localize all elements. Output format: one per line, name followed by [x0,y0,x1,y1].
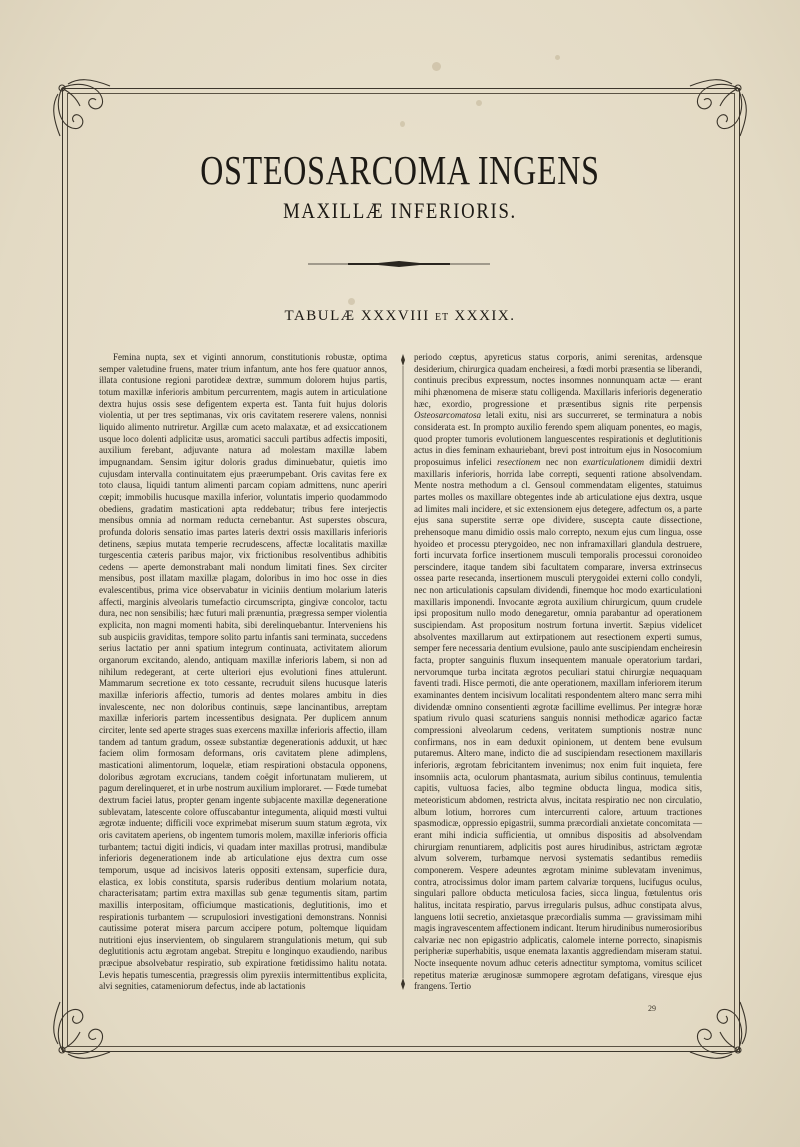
corner-ornament-icon [680,76,750,146]
page-subtitle: MAXILLÆ INFERIORIS. [283,198,517,223]
plates-conjunction: ET [434,312,450,323]
column-divider-ornament-icon [400,352,406,992]
right-italic-exarticulationem: exarticulationem [582,456,645,467]
plates-label: TABULÆ XXXVIII [284,308,430,324]
plates-heading [0,308,800,325]
right-italic-resectionem: resectionem [497,456,541,467]
page-title: OSTEOSARCOMA INGENS [200,147,600,193]
foxing-spot [432,62,441,71]
page-number: 29 [648,1004,656,1013]
body-column-left: Femina nupta, sex et viginti annorum, constitutionis robustæ, optima semper valetudine fruens, mater trium infantum, ante hos fere quatuor annos, illata contusione regioni parotideæ dextræ, summum dolorem hujus partis, totum maxillæ inferioris ambitum percurrentem, magis autem in articulatione dextra hujus ossis sese defigentem experta est. Tanta fuit hujus doloris violentia, ut per tres septimanas, vix oris cavitatem reserere valens, nonnisi liquido alimento nutriretur. Argillæ cum aceto malaxatæ, et ad exsiccationem usque loco dolenti adplicitæ usus, aromatici sacculi partibus adfectis impositi, auxilium ferebant, adjuvante natura ad molestam maxillæ labem impugnandam. Sensim igitur doloris gradus diminuebatur, quietis imo cujusdam intervalla continuitatem ejus præerumpebant. Oris cavitas fere ex toto clausa, liquidi tantum alimenti parcam copiam admittens, nunc aperiri cœpit; immobilis hucusque maxilla inferior, voluntatis imperio quodammodo obediens, gradatim masticationi apta reddebatur; tribus fere interjectis mensibus omnia ad normam reducta cernebantur. Ast superstes obscura, profunda doloris sensatio imas partes lateris dextri ossis maxillaris inferioris detinens, sæpius mutata temperie recrudescens, affectæ localitatis maxillæ turgescentia cæteris paribus major, vix frictionibus resolventibus adhibitis cedens — aperte demonstrabant mali nondum limitati fines. Sex circiter mensibus, post illatam maxillæ plagam, doloribus in imo hoc osse in dies evalescentibus, prima vice observabatur in viciniis dentium molarium lateris affecti, marginis alveolaris tumefactio circumscripta, gingivæ concolor, tactu dura, nec non sensibilis; hæc futuri mali prænuntia, prægressa semper violentia explicita, non magni momenti habita, sibi derelinquebantur. Interveniens his sub auspiciis graviditas, tempore solito partu infantis sani terminata, succedens serius lactatio per anni spatium integrum continuata, activitatem aliorum organorum excitando, alendo, antiquam maxillæ inferioris labem, si non ad nihilum redegerant, at certe ulteriori ejus evolutioni fines attulerunt. Mammarum secretione ex toto cessante, recruduit silens hucusque lateris maxillæ inferioris affectio, tumoris ad dentes molares ambitu in dies invalescente, nec non doloribus continuis, sæpe lancinantibus, arreptam maxillæ inferioris partem incessentibus designata. Per duplicem annum circiter, lente sed aperte strages suas exercens maxillæ inferioris affectio, illam tandem ad tantum gradum, osseæ substantiæ degenerationis adduxit, ut hæc faciem olim formosam deformans, oris cavitatem plene adimplens, masticationi alimentorum, loquelæ, etiam respirationi obstacula opponens, doloribus ægrotam excrucians, tandem coëgit infortunatam mulierem, ut pagum derelinqueret, et in urbe nostrum auxilium imploraret. — Fœde tumebat dextrum faciei latus, propter genam ingente subjacente maxillæ degeneratione sublevatam, latescente colore offuscabantur integumenta, aliquid mœsti vultui ægrotæ induente; difficili voce exprimebat miserum suum statum ægrota, vix oris cavitatem aperiens, ob ingentem tumoris molem, maxillæ inferioris officia turbantem; tactui digiti indicis, vi quadam inter maxillas protrusi, mandibulæ inferioris degenerationem inde ab articulatione ejus dextra cum osse temporum, usque ad incisivos lateris oppositi extensam, superficie dura, elastica, ex lobis constituta, sparsis ruderibus dentium molarium notata, characterisatam; partim extra maxillas sub genæ tegumentis sitam, partim maxillis interpositam, officiumque masticationis, deglutitionis, imo et respirationis turbantem — scrupulosiori investigationi demonstrans. Nonnisi cautissime poterat misera parcum accipere potum, poltemque liquidam nutritioni ejus inservientem, ob singularem strangulationis metum, qui sub deglutitionis actu ægrotam angebat. Strepitu e longinquo exaudiendo, naribus præcipue absolvebatur respiratio, sub expiratione fœtidissimo halitu notata. Levis hepatis tumescentia, prægressis olim pyrexiis intermittentibus explicita, alvi segnities, catameniorum defectus, inde ab lactationis [99,352,387,992]
title-rule-ornament-icon [308,257,490,269]
right-text-part-1: periodo cœptus, apyreticus status corporis, animi serenitas, ardensque desiderium, chirurgica quadam encheiresi, a fœdi morbi præsentia se liberandi, continuis precibus expressum, noctes insomnes nonnunquam actæ — erant mihi phænomena de miseræ statu colligenda. Maxillaris inferioris degeneratio hæc, exordio, progressione et præsentibus signis rite perpensis [414,352,702,409]
right-text-part-3: nec non [540,456,583,467]
corner-ornament-icon [680,992,750,1062]
plates-number: XXXIX. [454,308,516,324]
foxing-spot [555,55,560,60]
corner-ornament-icon [50,992,120,1062]
body-column-right [414,352,702,993]
right-text-part-4: dimidii dextri maxillaris inferioris, horrida labe correpti, sequenti ratione absolvendam. Mente nostra methodum a cl. Gensoul commendatam eligentes, statuimus partes molles os maxillare obtegentes inde ab articulatione ejus dextra, usque ad limites mali incidere, et sic extensionem ejus detegere, adfectum os, a parte ejus sana superstite serræ ope dividere, suscepta caute dissectione, prehensoque manu dimidio ossis malo correpto, nexum ejus cum lingua, osse hyoideo et processu pterygoideo, nec non inframaxillari glandula destruere, forti incurvata forfice insertionem musculi temporalis processui coronoideo perscindere, itaque tandem sibi facultatem comparare, inversa extrinsecus ossea parte resecanda, insertionem musculi pterygoidei externi collo condyli, nec non articulationis capsulam dividendi, finemque hoc modo exarticulationi maxillaris imponendi. Invocante ægrota auxilium chirurgicum, quum crudele ipsi propositum nullo modo denegaretur, omnia parabantur ad operationem suscipiendam. Ast propositum nostrum fortuna invertit. Sæpius videlicet absolventes maxillarum aut extirpationem aut resectionem experti sumus, semper fere necessaria dentium evulsione, paulo ante suscipiendam encheiresin facta, propter sanguinis fluxum insequentem manuale operatorium tardari, nervorumque turba incitata ægrotos peculiari statui chirurgiæ nequaquam faventi tradi. Hisce permoti, die ante operationem, maxillam inferiorem iterum examinantes dentem incisivum localitati respondentem altero manc serra mihi dividendæ omnino consentienti ægrotæ facillime evellimus. Per integræ horæ spatium rivulo quasi scaturiens sanguis nonnisi methodicæ agarico factæ compressioni alveolarum cedens, veritatem sumptionis nostræ nunc confirmans, nos in eam deduxit opinionem, ut dentem bene evulsum putaremus. Altero mane, indicto die ad suscipiendam resectionem maxillaris inferioris, ægrotam febricitantem invenimus; nox enim fuit inquieta, fere insomniis acta, oculorum phantasmata, aurium sibilus continuus, temulentia capitis, vultuosa facies, albo tegmine obducta lingua, modica sitis, meteoristicum abdomen, restricta alvus, incitata respiratio nec non circulatio, album lotium, horrores cum intercurrenti calore, artuum tractiones spasmodicæ, oppressio epigastrii, summa præcordiali anxietate concomitata — erant mihi indicia sufficientia, ut omnibus dispositis ad absolvendam chirurgiam renuntiarem, adplicitis post aures hirudinibus, astrictam ægrotæ alvum solverem, turbamque nervosi systematis sedantibus remediis componerem. Vespere adeuntes ægrotam minime sublevatam invenimus, contra, atrocissimus dolor imam partem calvariæ torquens, lucifugus oculus, singulari pallore obducta meticulosa facies, sicca lingua, fœtulentus oris halitus, incitata respiratio, parvus irregularis pulsus, adhuc constipata alvus, languens lotii secretio, anxietasque præcordialis summa — gravissimam mihi magis ingravescentem affectionem indicant. Iterum hirudinibus numerosioribus calvariæ nec non epigastrio adplicatis, calomele interne porrecto, sinapismis peripheriæ superhabitis, usque enemata laxantis aggrediendam miseram statui. Nocte insequente novum adhuc ceteris adnectitur symptoma, vomitus scilicet repetitus materiæ æruginosæ summopere ægrotam defatigans, viresque ejus frangens. Tertio [414,456,703,992]
right-italic-osteosarcomatosa: Osteosarcomatosa [414,410,482,421]
right-text-part-2: letali exitu, nisi ars succurreret, se terminatura a nobis considerata est. In prompto auxilio ferendo spem aliquam ponentes, eo magis, quod propter tumoris evolutionem languescentes respirationis et deglutitionis actus in dies feminam exhauriebant, brevi post introitum ejus in Nosocomium proposuimus infelici [414,410,702,467]
corner-ornament-icon [50,76,120,146]
